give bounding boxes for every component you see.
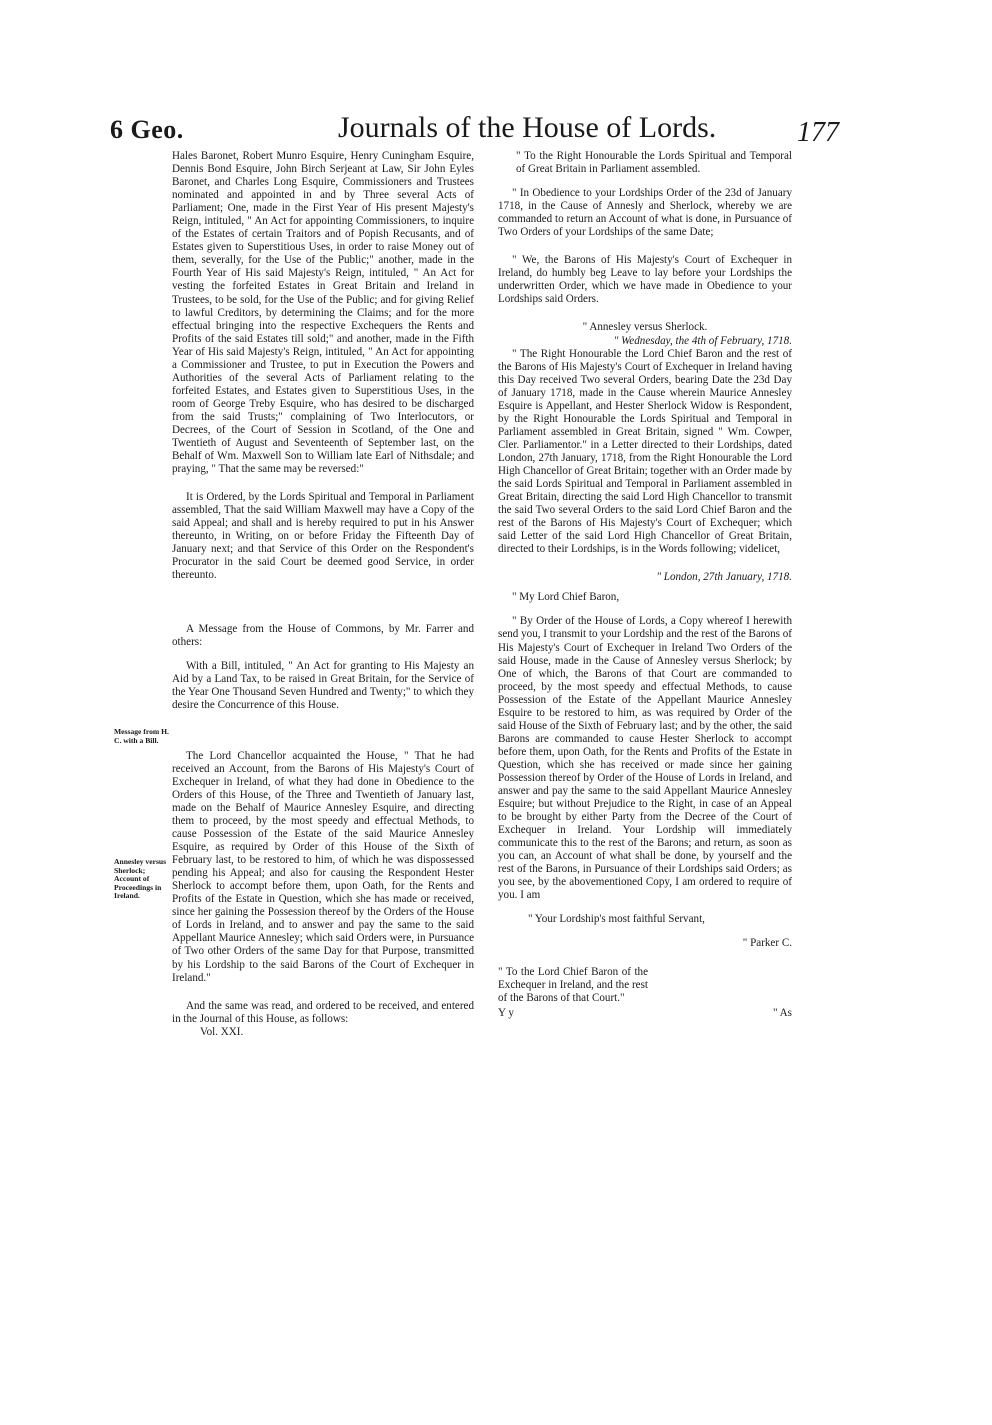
catchword: " As	[772, 1006, 792, 1019]
paragraph: The Lord Chancellor acquainted the House, " That he had received an Account, from the Barons of His Majesty's Court of Exchequer in Ireland, of what they had done in Obedience to the Orders of this House, of the Three and Twentieth of January last, made on the Behalf of Maurice Annesley Esquire, and directing them to proceed, by the most speedy and effectual Methods, to cause Possession of the Estate of the said Maurice Annesley Esquire, as required by Order of this House of the Sixth of February last, to be restored to him, of which he was dispossessed pending his Appeal; and also for causing the Respondent Hester Sherlock to accompt before them, upon Oath, for the Rents and Profits of the Estate in Question, which she has made or received, since her gaining the Possession thereof by the Orders of the House of Lords in Ireland, and to answer and pay the same to the said Appellant Maurice Annesley; which said Orders were, in Pursuance of Two other Orders of the same Day for that Purpose, transmitted by his Lordship to the said Barons of the Court of Exchequer in Ireland."	[172, 749, 474, 984]
closing: " Your Lordship's most faithful Servant,	[528, 913, 705, 926]
paragraph: " In Obedience to your Lordships Order of the 23d of January 1718, in the Cause of Annesly and Sherlock, whereby we are commanded to return an Account of what is done, in Pursuance of Two Orders of your Lordships of the same Date;	[498, 187, 792, 239]
signature-mark: Y y	[498, 1006, 514, 1019]
paragraph: " By Order of the House of Lords, a Copy whereof I herewith send you, I transmit to your Lordship and the rest of the Barons of His Majesty's Court of Exchequer in Ireland Two Orders of the said House, made in the Cause of Annesley versus Sherlock; by One of which, the Barons of that Court are commanded to proceed, by the most speedy and effectual Methods, to cause Possession of the Estate of the Appellant Maurice Annesley Esquire to be restored to him, as was required by Order of the said House of the Sixth of February last; and by the other, the said Barons are commanded to cause Hester Sherlock to accompt before them, upon Oath, for the Rents and Profits of the Estate in Question, which she has received or made since her gaining Possession thereof by Order of the House of Lords in Ireland, and answer and pay the same to the said Appellant Maurice Annesley Esquire; but without Prejudice to the Right, in case of an Appeal to be brought by either Party from the Decree of the Court of Exchequer in Ireland. Your Lordship will immediately communicate this to the rest of the Barons; and return, as soon as you can, an Account of what shall be done, by yourself and the rest of the Barons, in Pursuance of their Lordships said Orders; as you see, by the abovementioned Copy, I am ordered to require of you. I am	[498, 615, 792, 902]
address: " To the Lord Chief Baron of the Exchequer in Ireland, and the rest of the Barons of that Court."	[498, 965, 648, 1004]
margin-note-annesley: Annesley versus Sherlock; Account of Proceedings in Ireland.	[114, 857, 167, 901]
case-title: " Annesley versus Sherlock.	[582, 321, 708, 334]
journal-title: Journals of the House of Lords.	[338, 111, 717, 144]
letter-date: " London, 27th January, 1718.	[656, 571, 792, 584]
case-date: " Wednesday, the 4th of February, 1718.	[613, 334, 792, 347]
salutation: " My Lord Chief Baron,	[512, 591, 620, 604]
paragraph: Hales Baronet, Robert Munro Esquire, Henry Cuningham Esquire, Dennis Bond Esquire, John Birch Serjeant at Law, Sir John Eyles Baronet, and Charles Long Esquire, Commissioners and Trustees nominated and appointed in and by Three several Acts of Parliament; One, made in the First Year of His present Majesty's Reign, intituled, " An Act for appointing Commissioners, to inquire of the Estates of certain Traitors and of Popish Recusants, and of Estates given to Superstitious Uses, in order to raise Money out of them, severally, for the Use of the Public;" another, made in the Fourth Year of His said Majesty's Reign, intituled, " An Act for vesting the forfeited Estates in Great Britain and Ireland in Trustees, to be sold, for the Use of the Public; and for giving Relief to lawful Creditors, by determining the Claims; and for the more effectual bringing into the respective Exchequers the Rents and Profits of the said Estates till sold;" and another, made in the Fifth Year of His said Majesty's Reign, intituled, " An Act for appointing a Commissioner and Trustee, to put in Execution the Powers and Authorities of the several Acts of Parliament relating to the forfeited Estates, and Estates given to Superstitious Uses, in the room of George Treby Esquire, who has desired to be discharged from the said Trusts;" complaining of Two Interlocutors, or Decrees, of the Court of Session in Scotland, of the One and Twentieth of August and Seventeenth of September last, on the Behalf of Wm. Maxwell Son to William late Earl of Nithsdale; and praying, " That the same may be reversed:"	[172, 150, 474, 476]
volume-label: Vol. XXI.	[200, 1025, 244, 1038]
page-number: 177	[797, 117, 839, 148]
paragraph: And the same was read, and ordered to be received, and entered in the Journal of this House, as follows:	[172, 999, 474, 1025]
address: " To the Right Honourable the Lords Spiritual and Temporal of Great Britain in Parliament assembled.	[516, 150, 792, 176]
regnal-year: 6 Geo.	[110, 115, 184, 144]
right-column	[498, 150, 792, 1020]
paragraph: With a Bill, intituled, " An Act for granting to His Majesty an Aid by a Land Tax, to be raised in Great Britain, for the Service of the Year One Thousand Seven Hundred and Twenty;" to which they desire the Concurrence of this House.	[172, 659, 474, 711]
paragraph: It is Ordered, by the Lords Spiritual and Temporal in Parliament assembled, That the said William Maxwell may have a Copy of the said Appeal; and shall and is hereby required to put in his Answer thereunto, in Writing, on or before Friday the Fifteenth Day of January next; and that Service of this Order on the Respondent's Procurator in the said Court be deemed good Service, in order thereunto.	[172, 491, 474, 582]
paragraph: A Message from the House of Commons, by Mr. Farrer and others:	[172, 622, 474, 648]
signature: " Parker C.	[742, 937, 792, 950]
footer-row	[498, 1007, 792, 1020]
paragraph: " We, the Barons of His Majesty's Court of Exchequer in Ireland, do humbly beg Leave to lay before your Lordships the underwritten Order, which we have made in Obedience to your Lordships said Orders.	[498, 254, 792, 306]
left-column	[172, 150, 474, 1039]
margin-note-message: Message from H. C. with a Bill.	[114, 727, 169, 745]
paragraph: " The Right Honourable the Lord Chief Baron and the rest of the Barons of His Majesty's Court of Exchequer in Ireland having this Day received Two several Orders, bearing Date the 23d Day of January 1718, made in the Cause wherein Maurice Annesley Esquire is Appellant, and Hester Sherlock Widow is Respondent, by the Right Honourable the Lords Spiritual and Temporal in Parliament assembled in Great Britain, signed " Wm. Cowper, Cler. Parliamentor." in a Letter directed to their Lordships, dated London, 27th January, 1718, from the Right Honourable the Lord High Chancellor of Great Britain; together with an Order made by the said Lords Spiritual and Temporal in Parliament assembled in Great Britain, directing the said Lord High Chancellor to transmit the said Two several Orders to the said Lord Chief Baron and the rest of the Barons of His Majesty's Court of Exchequer; which said Letter of the said Lord High Chancellor of Great Britain, directed to their Lordships, is in the Words following; videlicet,	[498, 347, 792, 556]
